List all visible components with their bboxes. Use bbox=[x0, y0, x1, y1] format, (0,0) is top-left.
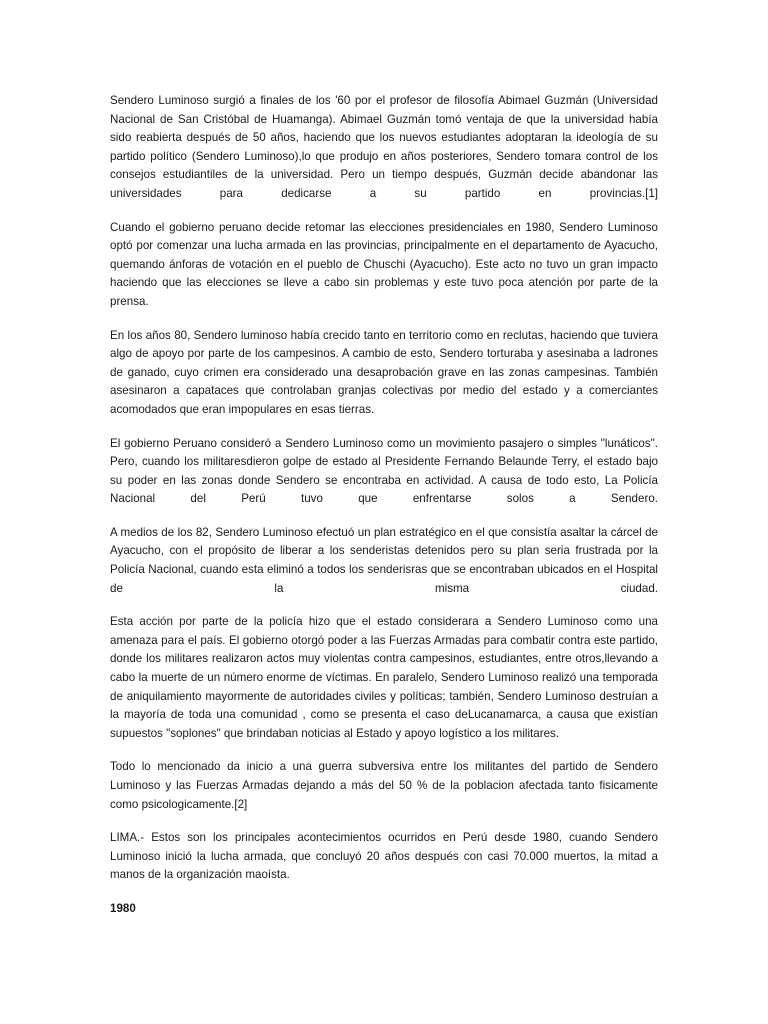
section-heading-1980: 1980 bbox=[110, 901, 136, 915]
document-page bbox=[110, 92, 658, 919]
paragraph-elections-1980: Cuando el gobierno peruano decide retomar las elecciones presidenciales en 1980, Sendero Luminoso optó por comenzar una lucha armada en las provincias, principalmente en el departamento de Ayacucho, quemando ánforas de votación en el pueblo de Chuschi (Ayacucho). Este acto no tuvo un gran impacto haciendo que las elecciones se lleve a cabo sin problemas y este tuvo poca atención por parte de la prensa. bbox=[110, 220, 658, 308]
paragraph-ayacucho-prison: A medios de los 82, Sendero Luminoso efectuó un plan estratégico en el que consistía asaltar la cárcel de Ayacucho, con el propósito de liberar a los senderistas detenidos pero su plan seria frustrada por la Policía Nacional, cuando esta eliminó a todos los senderisras que se encontraban ubicados en el Hospital de la misma ciudad. bbox=[110, 525, 658, 595]
paragraph-government-response: El gobierno Peruano consideró a Sendero Luminoso como un movimiento pasajero o simples "lunáticos". Pero, cuando los militaresdieron golpe de estado al Presidente Fernando Belaunde Terry, el estado bajo su poder en las zonas donde Sendero se encontraba en actividad. A causa de todo esto, La Policía Nacional del Perú tuvo que enfrentarse solos a Sendero. bbox=[110, 436, 658, 506]
paragraph-armed-forces: Esta acción por parte de la policía hizo que el estado considerara a Sendero Luminoso como una amenaza para el país. El gobierno otorgó poder a las Fuerzas Armadas para combatir contra este partido, donde los militares realizaron actos muy violentas contra campesinos, estudiantes, entre otros,llevando a cabo la muerte de un número enorme de víctimas. En paralelo, Sendero Luminoso realizó una temporada de aniquilamiento mayormente de autoridades civiles y políticas; también, Sendero Luminoso destruían a la mayoría de toda una comunidad , como se presenta el caso deLucanamarca, a causa que existían supuestos "soplones" que brindaban noticias al Estado y apoyo logístico a los militares. bbox=[110, 615, 658, 740]
paragraph-growth-80s: En los años 80, Sendero luminoso había crecido tanto en territorio como en reclutas, haciendo que tuviera algo de apoyo por parte de los campesinos. A cambio de esto, Sendero torturaba y asesinaba a ladrones de ganado, cuyo crimen era considerado una desaprobación grave en las zonas campesinas. También asesinaron a capataces que controlaban granjas colectivas por medio del estado y a comerciantes acomodados que eran impopulares en esas tierras. bbox=[110, 328, 658, 416]
paragraph-origin: Sendero Luminoso surgió a finales de los '60 por el profesor de filosofía Abimael Guzmán (Universidad Nacional de San Cristóbal de Huamanga). Abimael Guzmán tomó ventaja de que la universidad había sido reabierta después de 50 años, haciendo que los nuevos estudiantes adoptaran la ideología de su partido político (Sendero Luminoso),lo que produjo en años posteriores, Sendero tomara control de los consejos estudiantiles de la universidad. Pero un tiempo después, Guzmán decide abandonar las universidades para dedicarse a su partido en provincias.[1] bbox=[110, 94, 658, 200]
paragraph-subversive-war: Todo lo mencionado da inicio a una guerra subversiva entre los militantes del partido de Sendero Luminoso y las Fuerzas Armadas dejando a más del 50 % de la poblacion afectada tanto fisicamente como psicologicamente.[2] bbox=[110, 760, 658, 811]
paragraph-lima-summary: LIMA.- Estos son los principales acontecimientos ocurridos en Perú desde 1980, cuando Sendero Luminoso inició la lucha armada, que concluyó 20 años después con casi 70.000 muertos, la mitad a manos de la organización maoísta. bbox=[110, 831, 658, 882]
